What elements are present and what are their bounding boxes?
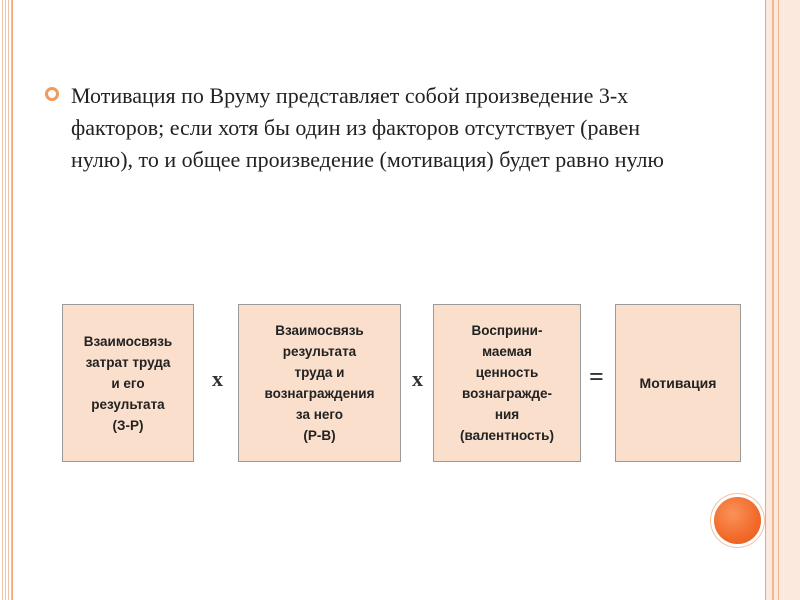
left-decorative-border [0,0,13,600]
orange-circle-decoration [714,497,761,544]
factor-box-valence: Восприни- маемая ценность вознагражде- ния (валентность) [433,304,581,462]
vroom-formula-diagram [62,304,742,464]
multiply-sign: х [212,366,223,391]
multiply-sign: х [412,366,423,391]
bullet-circle-icon [45,87,59,101]
factor-box-result-reward: Взаимосвязь результата труда и вознаграждения за него (Р-В) [238,304,401,462]
bullet-text: Мотивация по Вруму представляет собой произведение 3-х факторов; если хотя бы один из факторов отсутствует (равен нулю), то и общее произведение (мотивация) будет равно нулю [71,83,664,172]
bullet-paragraph [45,80,695,176]
equals-sign: = [589,362,604,391]
factor-box-effort-result: Взаимосвязь затрат труда и его результата (З-Р) [62,304,194,462]
right-decorative-strip [765,0,800,600]
result-box-motivation: Мотивация [615,304,741,462]
